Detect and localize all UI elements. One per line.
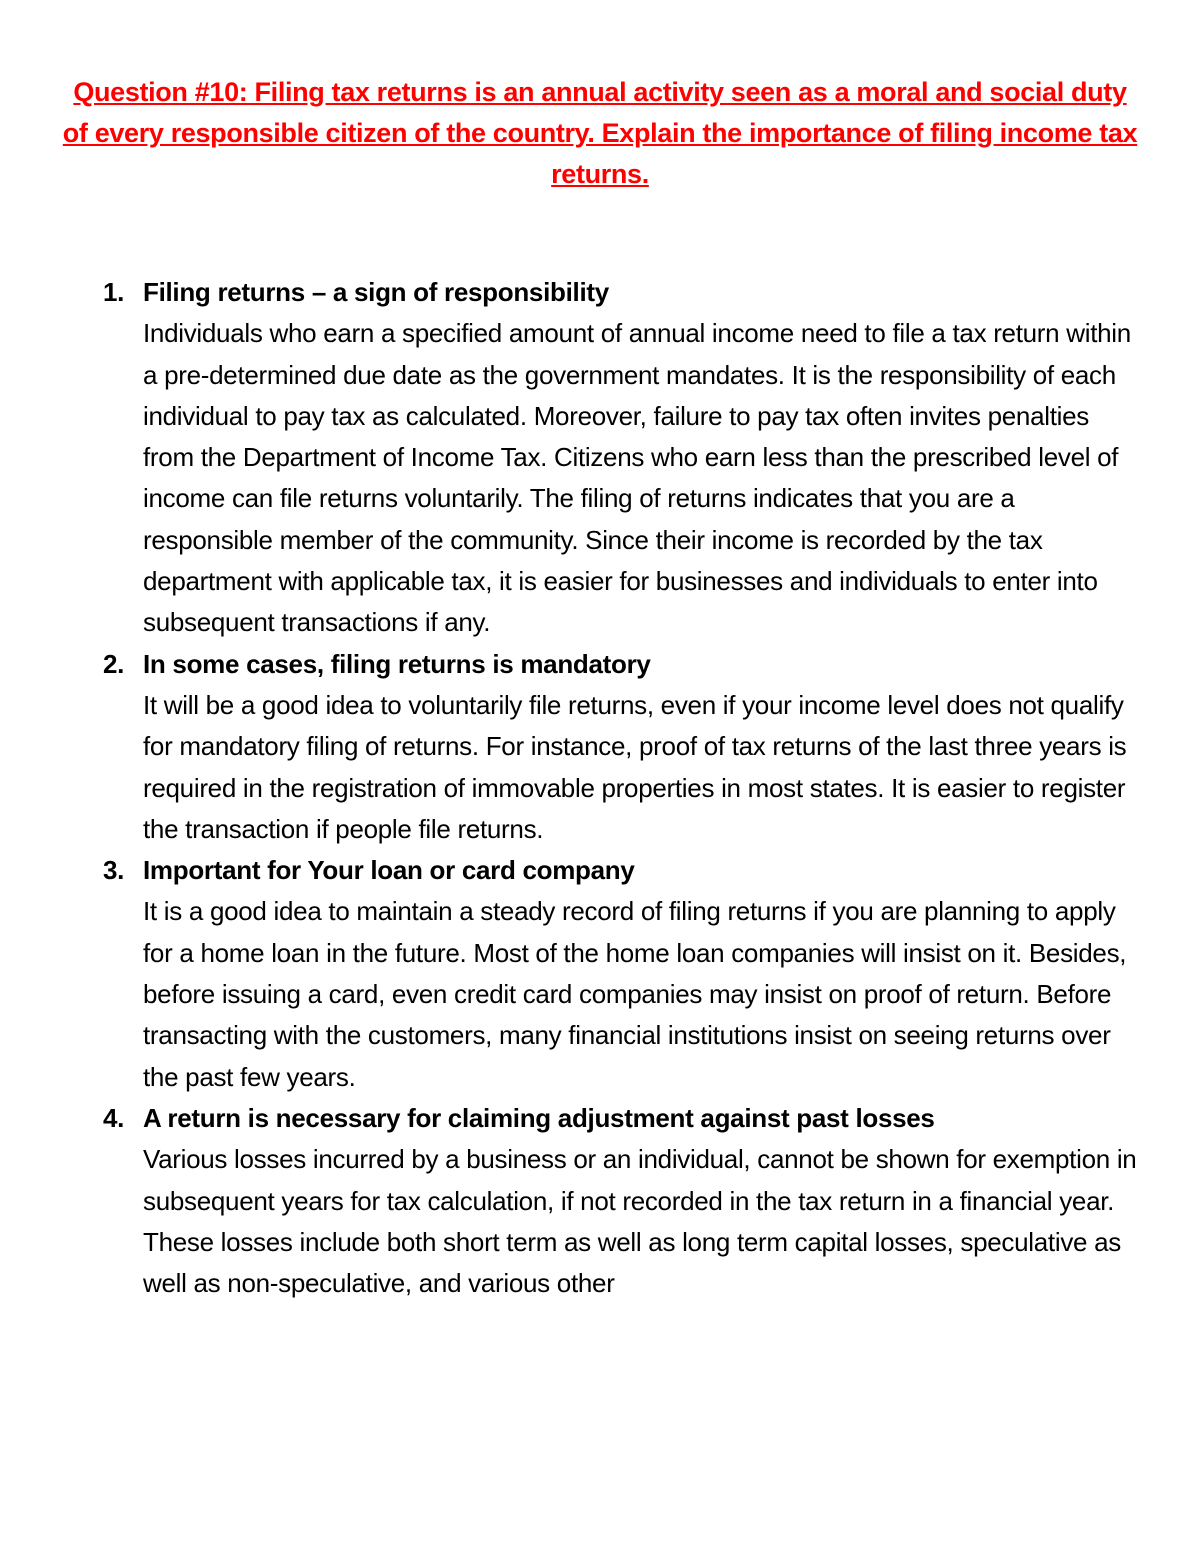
item-number: 1.	[103, 277, 125, 307]
item-number: 3.	[103, 855, 125, 886]
item-number: 4.	[103, 1102, 125, 1133]
item-number: 2.	[103, 648, 125, 679]
list-item	[103, 644, 1143, 850]
item-heading: In some cases, filing returns is mandatory	[143, 648, 651, 679]
item-heading: Important for Your loan or card company	[143, 855, 635, 886]
answer-list	[103, 272, 1143, 1304]
item-body: Various losses incurred by a business or an individual, cannot be shown for exemption in subsequent years for tax calculation, if not recorded in the tax return in a financial year. These losses include both short term as well as long term capital losses, speculative as well as non-speculative, and various other	[143, 1144, 1137, 1299]
list-item	[103, 272, 1143, 644]
item-body: It is a good idea to maintain a steady record of filing returns if you are planning to apply for a home loan in the future. Most of the home loan companies will insist on it. Besides, before issuing a card, even credit card companies may insist on proof of return. Before transacting with the customers, many financial institutions insist on seeing returns over the past few years.	[143, 896, 1127, 1092]
question-title: Question #10: Filing tax returns is an annual activity seen as a moral and social duty of every responsible citizen of the country. Explain the importance of filing income tax returns.	[62, 77, 1138, 189]
item-heading: Filing returns – a sign of responsibility	[143, 277, 609, 307]
list-item	[103, 1098, 1143, 1304]
item-heading: A return is necessary for claiming adjustment against past losses	[143, 1102, 935, 1133]
list-item	[103, 850, 1143, 1098]
item-body: It will be a good idea to voluntarily file returns, even if your income level does not qualify for mandatory filing of returns. For instance, proof of tax returns of the last three years is required in the registration of immovable properties in most states. It is easier to register the transaction if people file returns.	[143, 689, 1127, 844]
item-body: Individuals who earn a specified amount of annual income need to file a tax return within a pre-determined due date as the government mandates. It is the responsibility of each individual to pay tax as calculated. Moreover, failure to pay tax often invites penalties from the Department of Income Tax. Citizens who earn less than the prescribed level of income can file returns voluntarily. The filing of returns indicates that you are a responsible member of the community. Since their income is recorded by the tax department with applicable tax, it is easier for businesses and individuals to enter into subsequent transactions if any.	[143, 318, 1131, 638]
